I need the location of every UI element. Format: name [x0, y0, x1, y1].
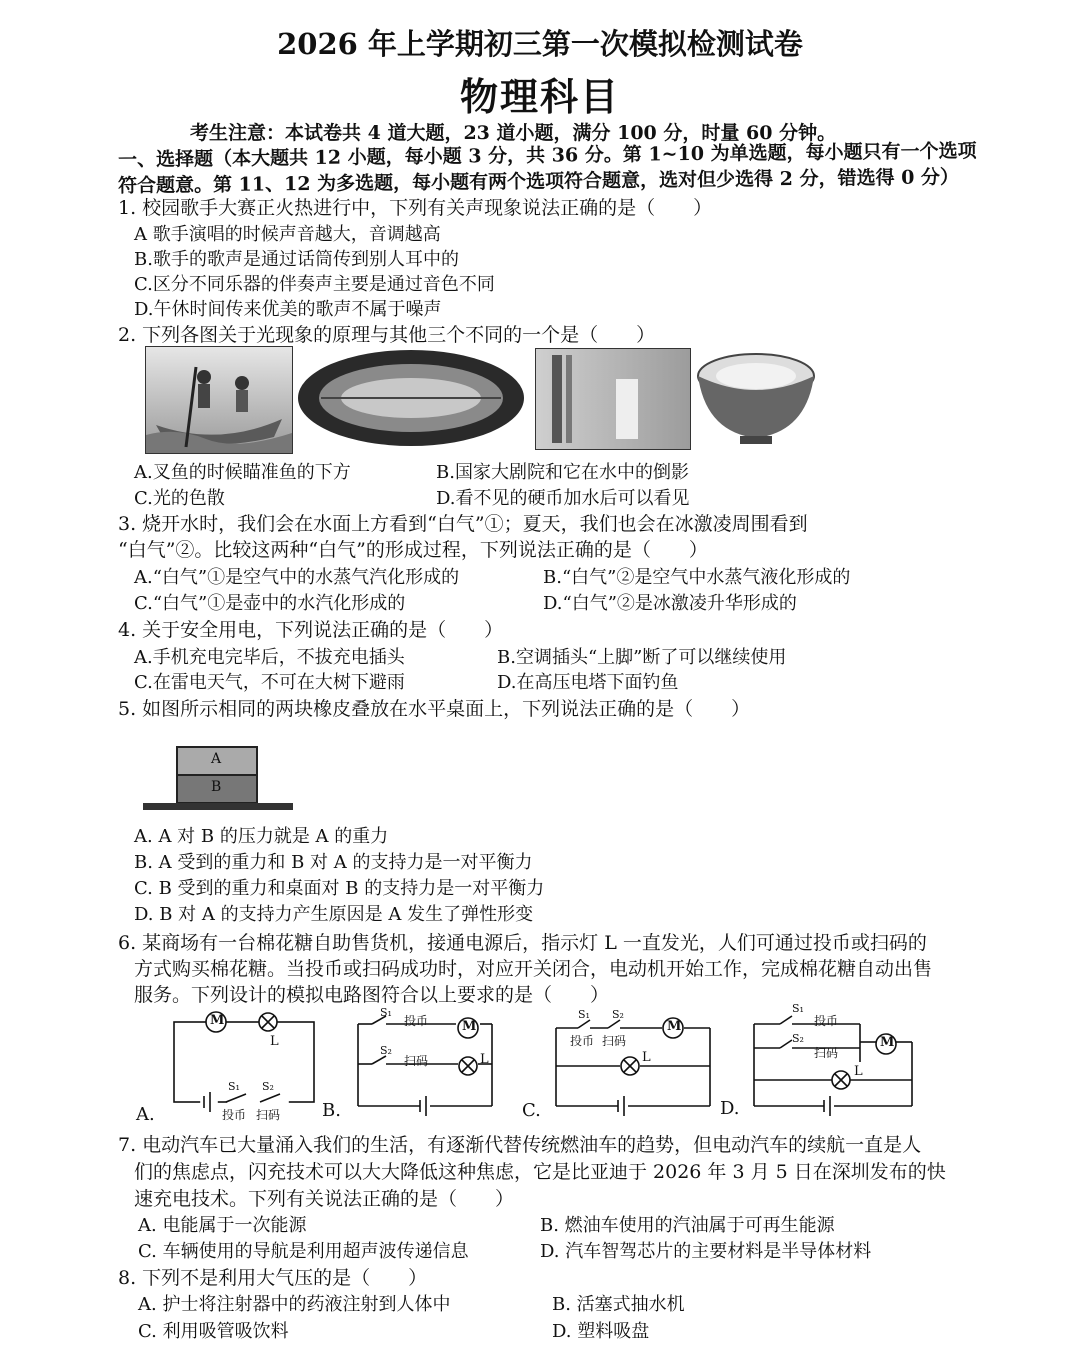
circuit-b [322, 1006, 512, 1122]
circuit-c-option-label: C. [522, 1100, 541, 1121]
circuit-b-option-label: B. [322, 1100, 341, 1121]
q8-option-d: D. 塑料吸盘 [552, 1321, 650, 1342]
q7-option-d: D. 汽车智驾芯片的主要材料是半导体材料 [540, 1241, 872, 1262]
circuit-c-s2-label: S₂ [612, 1008, 624, 1021]
q2-option-c: C.光的色散 [134, 488, 225, 509]
q4-option-a: A.手机充电完毕后，不拔充电插头 [134, 647, 405, 668]
circuit-a-scan-label: 扫码 [256, 1108, 281, 1122]
q6-stem-line1: 6. 某商场有一台棉花糖自助售货机，接通电源后，指示灯 L 一直发光，人们可通过投币或扫码的 [118, 932, 927, 954]
circuit-b-s1-label: S₁ [380, 1006, 392, 1019]
bowl-coin-image [696, 350, 816, 448]
circuit-d-lamp-label: L [854, 1064, 863, 1079]
q7-option-c: C. 车辆使用的导航是利用超声波传递信息 [138, 1241, 469, 1262]
q2-stem: 2. 下列各图关于光现象的原理与其他三个不同的一个是（ ） [118, 324, 656, 346]
q2-option-a: A.叉鱼的时候瞄准鱼的下方 [134, 462, 351, 483]
eraser-a-label: A [211, 751, 222, 767]
circuit-b-s2-label: S₂ [380, 1044, 392, 1057]
q7-stem-line2: 们的焦虑点，闪充技术可以大大降低这种焦虑，它是比亚迪于 2026 年 3 月 5 日在深圳发布的快 [134, 1161, 946, 1183]
circuit-d-s1-label: S₁ [792, 1002, 804, 1015]
circuit-d-s2-label: S₂ [792, 1032, 804, 1045]
q3-option-d: D.“白气”②是冰激凌升华形成的 [543, 593, 797, 614]
q3-stem-line1: 3. 烧开水时，我们会在水面上方看到“白气”①；夏天，我们也会在冰激凌周围看到 [118, 513, 808, 535]
q1-option-a: A 歌手演唱的时候声音越大，音调越高 [134, 224, 441, 245]
q4-option-d: D.在高压电塔下面钓鱼 [497, 672, 679, 693]
q5-option-c: C. B 受到的重力和桌面对 B 的支持力是一对平衡力 [134, 878, 545, 899]
q6-stem-line2: 方式购买棉花糖。当投币或扫码成功时，对应开关闭合，电动机开始工作，完成棉花糖自动出售 [134, 958, 933, 980]
circuit-b-coin-label: 投币 [404, 1014, 429, 1028]
section-heading-line2: 符合题意。第 11、12 为多选题，每小题有两个选项符合题意，选对但少选得 2 分，错选得 0 分） [117, 166, 960, 197]
q5-option-d: D. B 对 A 的支持力产生原因是 A 发生了弹性形变 [134, 904, 534, 925]
q1-option-d: D.午休时间传来优美的歌声不属于噪声 [134, 299, 442, 320]
q5-stem: 5. 如图所示相同的两块橡皮叠放在水平桌面上，下列说法正确的是（ ） [118, 698, 751, 720]
q1-option-b: B.歌手的歌声是通过话筒传到别人耳中的 [134, 249, 459, 270]
circuit-c-lamp-label: L [642, 1050, 651, 1065]
q3-option-c: C.“白气”①是壶中的水汽化形成的 [134, 593, 406, 614]
circuit-c [522, 1006, 722, 1122]
stacked-erasers-figure [143, 745, 293, 811]
fishing-boat-image [145, 346, 293, 454]
light-dispersion-image [535, 348, 691, 450]
circuit-d-option-label: D. [720, 1098, 740, 1119]
q2-option-d: D.看不见的硬币加水后可以看见 [436, 488, 690, 509]
q8-option-c: C. 利用吸管吸饮料 [138, 1321, 289, 1342]
circuit-a-motor-label: M [210, 1013, 225, 1028]
circuit-b-lamp-label: L [480, 1052, 489, 1067]
circuit-b-scan-label: 扫码 [404, 1054, 429, 1068]
q1-option-c: C.区分不同乐器的伴奏声主要是通过音色不同 [134, 274, 495, 295]
q7-stem-line1: 7. 电动汽车已大量涌入我们的生活，有逐渐代替传统燃油车的趋势，但电动汽车的续航一直是人 [118, 1134, 922, 1156]
eraser-b-label: B [211, 779, 222, 795]
circuit-d-coin-label: 投币 [814, 1014, 839, 1028]
circuit-d-motor-label: M [880, 1035, 895, 1050]
q2-option-b: B.国家大剧院和它在水中的倒影 [436, 462, 689, 483]
grand-theatre-reflection-image [296, 348, 526, 448]
q3-stem-line2: “白气”②。比较这两种“白气”的形成过程，下列说法正确的是（ ） [118, 539, 708, 561]
circuit-a-lamp-label: L [270, 1034, 279, 1049]
circuit-c-scan-label: 扫码 [602, 1034, 627, 1048]
q7-option-a: A. 电能属于一次能源 [138, 1215, 307, 1236]
q8-option-a: A. 护士将注射器中的药液注射到人体中 [138, 1294, 451, 1315]
circuit-a [136, 1010, 316, 1125]
subject-title: 物理科目 [459, 74, 620, 119]
q5-option-b: B. A 受到的重力和 B 对 A 的支持力是一对平衡力 [134, 852, 533, 873]
q7-stem-line3: 速充电技术。下列有关说法正确的是（ ） [134, 1188, 515, 1210]
circuit-a-coin-label: 投币 [222, 1108, 247, 1122]
q8-stem: 8. 下列不是利用大气压的是（ ） [118, 1267, 428, 1289]
exam-title: 2026 年上学期初三第一次模拟检测试卷 [277, 27, 803, 61]
circuit-d-scan-label: 扫码 [814, 1046, 839, 1060]
circuit-d [720, 1002, 920, 1122]
circuit-a-s1-label: S₁ [228, 1080, 240, 1093]
q3-option-a: A.“白气”①是空气中的水蒸气汽化形成的 [134, 567, 460, 588]
circuit-a-s2-label: S₂ [262, 1080, 274, 1093]
exam-notice: 考生注意：本试卷共 4 道大题，23 道小题，满分 100 分，时量 60 分钟。 [190, 122, 837, 144]
q6-stem-line3: 服务。下列设计的模拟电路图符合以上要求的是（ ） [134, 984, 610, 1006]
section-heading-line1: 一、选择题（本大题共 12 小题，每小题 3 分，共 36 分。第 1~10 为单选题，每小题只有一个选项 [117, 140, 977, 171]
q5-option-a: A. A 对 B 的压力就是 A 的重力 [134, 826, 389, 847]
circuit-c-s1-label: S₁ [578, 1008, 590, 1021]
q1-stem: 1. 校园歌手大赛正火热进行中，下列有关声现象说法正确的是（ ） [118, 197, 713, 219]
q4-option-b: B.空调插头“上脚”断了可以继续使用 [497, 647, 787, 668]
q4-option-c: C.在雷电天气，不可在大树下避雨 [134, 672, 405, 693]
circuit-c-coin-label: 投币 [570, 1034, 595, 1048]
circuit-a-option-label: A. [136, 1104, 155, 1125]
q4-stem: 4. 关于安全用电，下列说法正确的是（ ） [118, 619, 504, 641]
q8-option-b: B. 活塞式抽水机 [552, 1294, 685, 1315]
circuit-b-motor-label: M [462, 1019, 477, 1034]
q3-option-b: B.“白气”②是空气中水蒸气液化形成的 [543, 567, 851, 588]
q7-option-b: B. 燃油车使用的汽油属于可再生能源 [540, 1215, 835, 1236]
circuit-c-motor-label: M [667, 1019, 682, 1034]
